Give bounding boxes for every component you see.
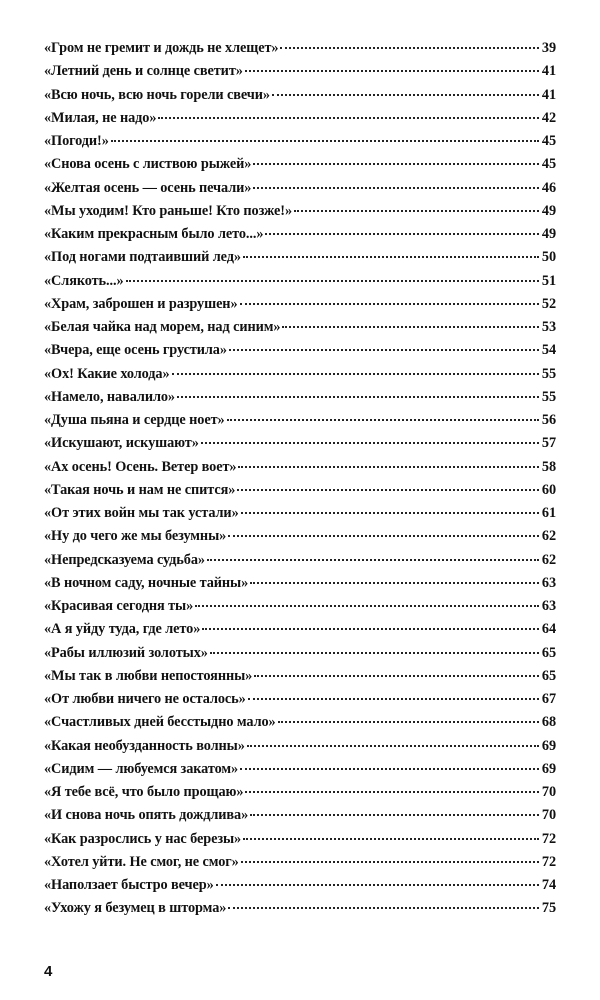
- toc-entry-page: 53: [541, 319, 556, 335]
- toc-entry: [44, 107, 556, 130]
- dot-leader: [207, 559, 539, 561]
- toc-entry-title: «Намело, навалило»: [44, 388, 175, 405]
- toc-entry: [44, 479, 556, 502]
- dot-leader: [241, 512, 539, 514]
- toc-entry: [44, 293, 556, 316]
- toc-entry-page: 64: [541, 621, 556, 638]
- toc-entry: [44, 363, 556, 386]
- toc-entry-title: «И снова ночь опять дождлива»: [44, 807, 249, 824]
- toc-entry-page: 58: [541, 458, 556, 475]
- toc-entry: [44, 804, 556, 827]
- dot-leader: [254, 675, 539, 677]
- toc-entry-page: 68: [541, 714, 556, 731]
- toc-entry: [44, 781, 556, 804]
- toc-entry: [44, 688, 556, 711]
- toc-entry-title: «Красивая сегодня ты»: [44, 598, 194, 614]
- dot-leader: [111, 140, 539, 142]
- toc-entry-page: 75: [541, 900, 556, 917]
- toc-entry-title: «От этих войн мы так устали»: [44, 505, 239, 521]
- toc-entry-title: «Я тебе всё, что было прощаю»: [44, 784, 244, 800]
- dot-leader: [202, 628, 539, 630]
- toc-entry-page: 63: [541, 574, 556, 591]
- toc-entry-title: «Милая, не надо»: [44, 109, 157, 126]
- dot-leader: [265, 233, 539, 235]
- toc-entry-title: «Каким прекрасным было лето...»: [44, 226, 264, 242]
- dot-leader: [243, 256, 539, 258]
- toc-entry-title: «Ну до чего же мы безумны»: [44, 528, 227, 545]
- dot-leader: [282, 326, 538, 328]
- toc-entry: [44, 665, 556, 688]
- toc-entry: [44, 84, 556, 107]
- dot-leader: [195, 605, 539, 607]
- toc-entry-page: 52: [541, 295, 556, 312]
- toc-entry-page: 46: [541, 179, 556, 196]
- toc-entry: [44, 851, 556, 874]
- toc-entry-title: «Мы так в любви непостоянны»: [44, 667, 253, 684]
- dot-leader: [177, 396, 539, 398]
- toc-entry-page: 69: [541, 760, 556, 777]
- toc-entry: [44, 456, 556, 479]
- dot-leader: [272, 94, 539, 96]
- toc-entry-page: 50: [541, 249, 556, 266]
- toc-entry-page: 51: [541, 272, 556, 289]
- toc-entry-page: 49: [541, 226, 556, 242]
- toc-entry-title: «Какая необузданность волны»: [44, 737, 245, 754]
- toc-entry-title: «Рабы иллюзий золотых»: [44, 644, 208, 661]
- toc-entry-page: 65: [541, 667, 556, 684]
- toc-entry: [44, 223, 556, 246]
- dot-leader: [237, 489, 539, 491]
- dot-leader: [250, 814, 539, 816]
- dot-leader: [126, 280, 539, 282]
- toc-entry: [44, 618, 556, 641]
- toc-entry-title: «Ухожу я безумец в шторма»: [44, 900, 227, 917]
- toc-entry: [44, 386, 556, 409]
- page-number: 4: [44, 963, 53, 980]
- toc-entry-title: «Летний день и солнце светит»: [44, 63, 243, 80]
- toc-entry-title: «Искушают, искушают»: [44, 435, 199, 452]
- dot-leader: [172, 373, 539, 375]
- toc-entry-page: 41: [541, 86, 556, 103]
- toc-entry-page: 72: [541, 853, 556, 870]
- toc-entry-title: «Белая чайка над морем, над синим»: [44, 319, 281, 335]
- toc-entry-page: 69: [541, 737, 556, 754]
- toc-entry: [44, 572, 556, 595]
- toc-entry-title: «Как разрослись у нас березы»: [44, 830, 242, 847]
- toc-entry: [44, 874, 556, 897]
- toc-entry: [44, 735, 556, 758]
- toc-entry: [44, 642, 556, 665]
- toc-entry-page: 45: [541, 156, 556, 173]
- toc-entry-page: 55: [541, 365, 556, 382]
- toc-entry: [44, 270, 556, 293]
- toc-entry-title: «Непредсказуема судьба»: [44, 551, 205, 568]
- toc-entry-page: 67: [541, 691, 556, 707]
- toc-entry-page: 70: [541, 807, 556, 824]
- dot-leader: [227, 419, 539, 421]
- dot-leader: [229, 349, 539, 351]
- toc-entry-title: «Погоди!»: [44, 133, 109, 149]
- dot-leader: [228, 907, 539, 909]
- toc-entry: [44, 758, 556, 781]
- toc-entry-page: 57: [541, 435, 556, 452]
- toc-entry: [44, 153, 556, 176]
- toc-entry-title: «Счастливых дней бесстыдно мало»: [44, 714, 276, 731]
- dot-leader: [294, 210, 539, 212]
- dot-leader: [245, 791, 538, 793]
- toc-entry: [44, 711, 556, 734]
- dot-leader: [280, 47, 538, 49]
- toc-entry: [44, 549, 556, 572]
- toc-entry-page: 54: [541, 342, 556, 359]
- toc-entry-title: «Мы уходим! Кто раньше! Кто позже!»: [44, 202, 293, 219]
- toc-entry: [44, 339, 556, 362]
- toc-entry-title: «Слякоть...»: [44, 272, 124, 289]
- toc-entry-page: 42: [541, 109, 556, 126]
- dot-leader: [245, 70, 539, 72]
- table-of-contents: [44, 37, 556, 921]
- toc-entry-title: «Такая ночь и нам не спится»: [44, 481, 236, 498]
- toc-entry-title: «В ночном саду, ночные тайны»: [44, 574, 249, 591]
- toc-entry-title: «От любви ничего не осталось»: [44, 691, 246, 707]
- toc-entry: [44, 130, 556, 153]
- toc-entry: [44, 37, 556, 60]
- dot-leader: [247, 745, 539, 747]
- toc-entry-title: «Храм, заброшен и разрушен»: [44, 295, 238, 312]
- toc-entry-page: 55: [541, 388, 556, 405]
- dot-leader: [243, 838, 539, 840]
- toc-entry-page: 62: [541, 528, 556, 545]
- dot-leader: [241, 861, 539, 863]
- toc-entry: [44, 60, 556, 83]
- toc-entry-page: 39: [541, 40, 556, 56]
- toc-entry: [44, 200, 556, 223]
- toc-entry-page: 45: [541, 133, 556, 149]
- toc-entry-title: «Ах осень! Осень. Ветер воет»: [44, 458, 237, 475]
- toc-entry: [44, 502, 556, 525]
- dot-leader: [201, 442, 539, 444]
- dot-leader: [278, 721, 539, 723]
- dot-leader: [238, 466, 538, 468]
- toc-entry-page: 61: [541, 505, 556, 521]
- toc-entry: [44, 177, 556, 200]
- toc-entry-title: «Желтая осень — осень печали»: [44, 179, 252, 196]
- dot-leader: [210, 652, 539, 654]
- toc-entry-page: 70: [541, 784, 556, 800]
- toc-entry-title: «Сидим — любуемся закатом»: [44, 760, 239, 777]
- toc-entry: [44, 828, 556, 851]
- toc-entry: [44, 432, 556, 455]
- toc-entry: [44, 595, 556, 618]
- toc-entry: [44, 897, 556, 920]
- toc-entry-page: 63: [541, 598, 556, 614]
- toc-entry-page: 65: [541, 644, 556, 661]
- toc-entry-title: «Хотел уйти. Не смог, не смог»: [44, 853, 239, 870]
- toc-entry-title: «А я уйду туда, где лето»: [44, 621, 201, 638]
- toc-entry-title: «Ох! Какие холода»: [44, 365, 170, 382]
- toc-entry-page: 41: [541, 63, 556, 80]
- toc-entry: [44, 525, 556, 548]
- toc-entry: [44, 316, 556, 339]
- toc-entry: [44, 246, 556, 269]
- toc-entry: [44, 409, 556, 432]
- toc-entry-title: «Душа пьяна и сердце ноет»: [44, 412, 225, 428]
- toc-entry-page: 62: [541, 551, 556, 568]
- dot-leader: [250, 582, 539, 584]
- toc-entry-title: «Гром не гремит и дождь не хлещет»: [44, 40, 279, 56]
- toc-entry-page: 74: [541, 877, 556, 893]
- toc-entry-title: «Всю ночь, всю ночь горели свечи»: [44, 86, 270, 103]
- dot-leader: [253, 163, 539, 165]
- toc-entry-title: «Наползает быстро вечер»: [44, 877, 214, 893]
- toc-entry-page: 49: [541, 202, 556, 219]
- dot-leader: [253, 187, 539, 189]
- dot-leader: [158, 117, 538, 119]
- toc-entry-title: «Снова осень с листвою рыжей»: [44, 156, 252, 173]
- toc-entry-page: 60: [541, 481, 556, 498]
- toc-entry-page: 56: [541, 412, 556, 428]
- dot-leader: [240, 303, 539, 305]
- dot-leader: [240, 768, 539, 770]
- toc-entry-title: «Вчера, еще осень грустила»: [44, 342, 227, 359]
- toc-entry-page: 72: [541, 830, 556, 847]
- dot-leader: [228, 535, 539, 537]
- toc-entry-title: «Под ногами подтаивший лед»: [44, 249, 241, 266]
- dot-leader: [216, 884, 539, 886]
- dot-leader: [248, 698, 539, 700]
